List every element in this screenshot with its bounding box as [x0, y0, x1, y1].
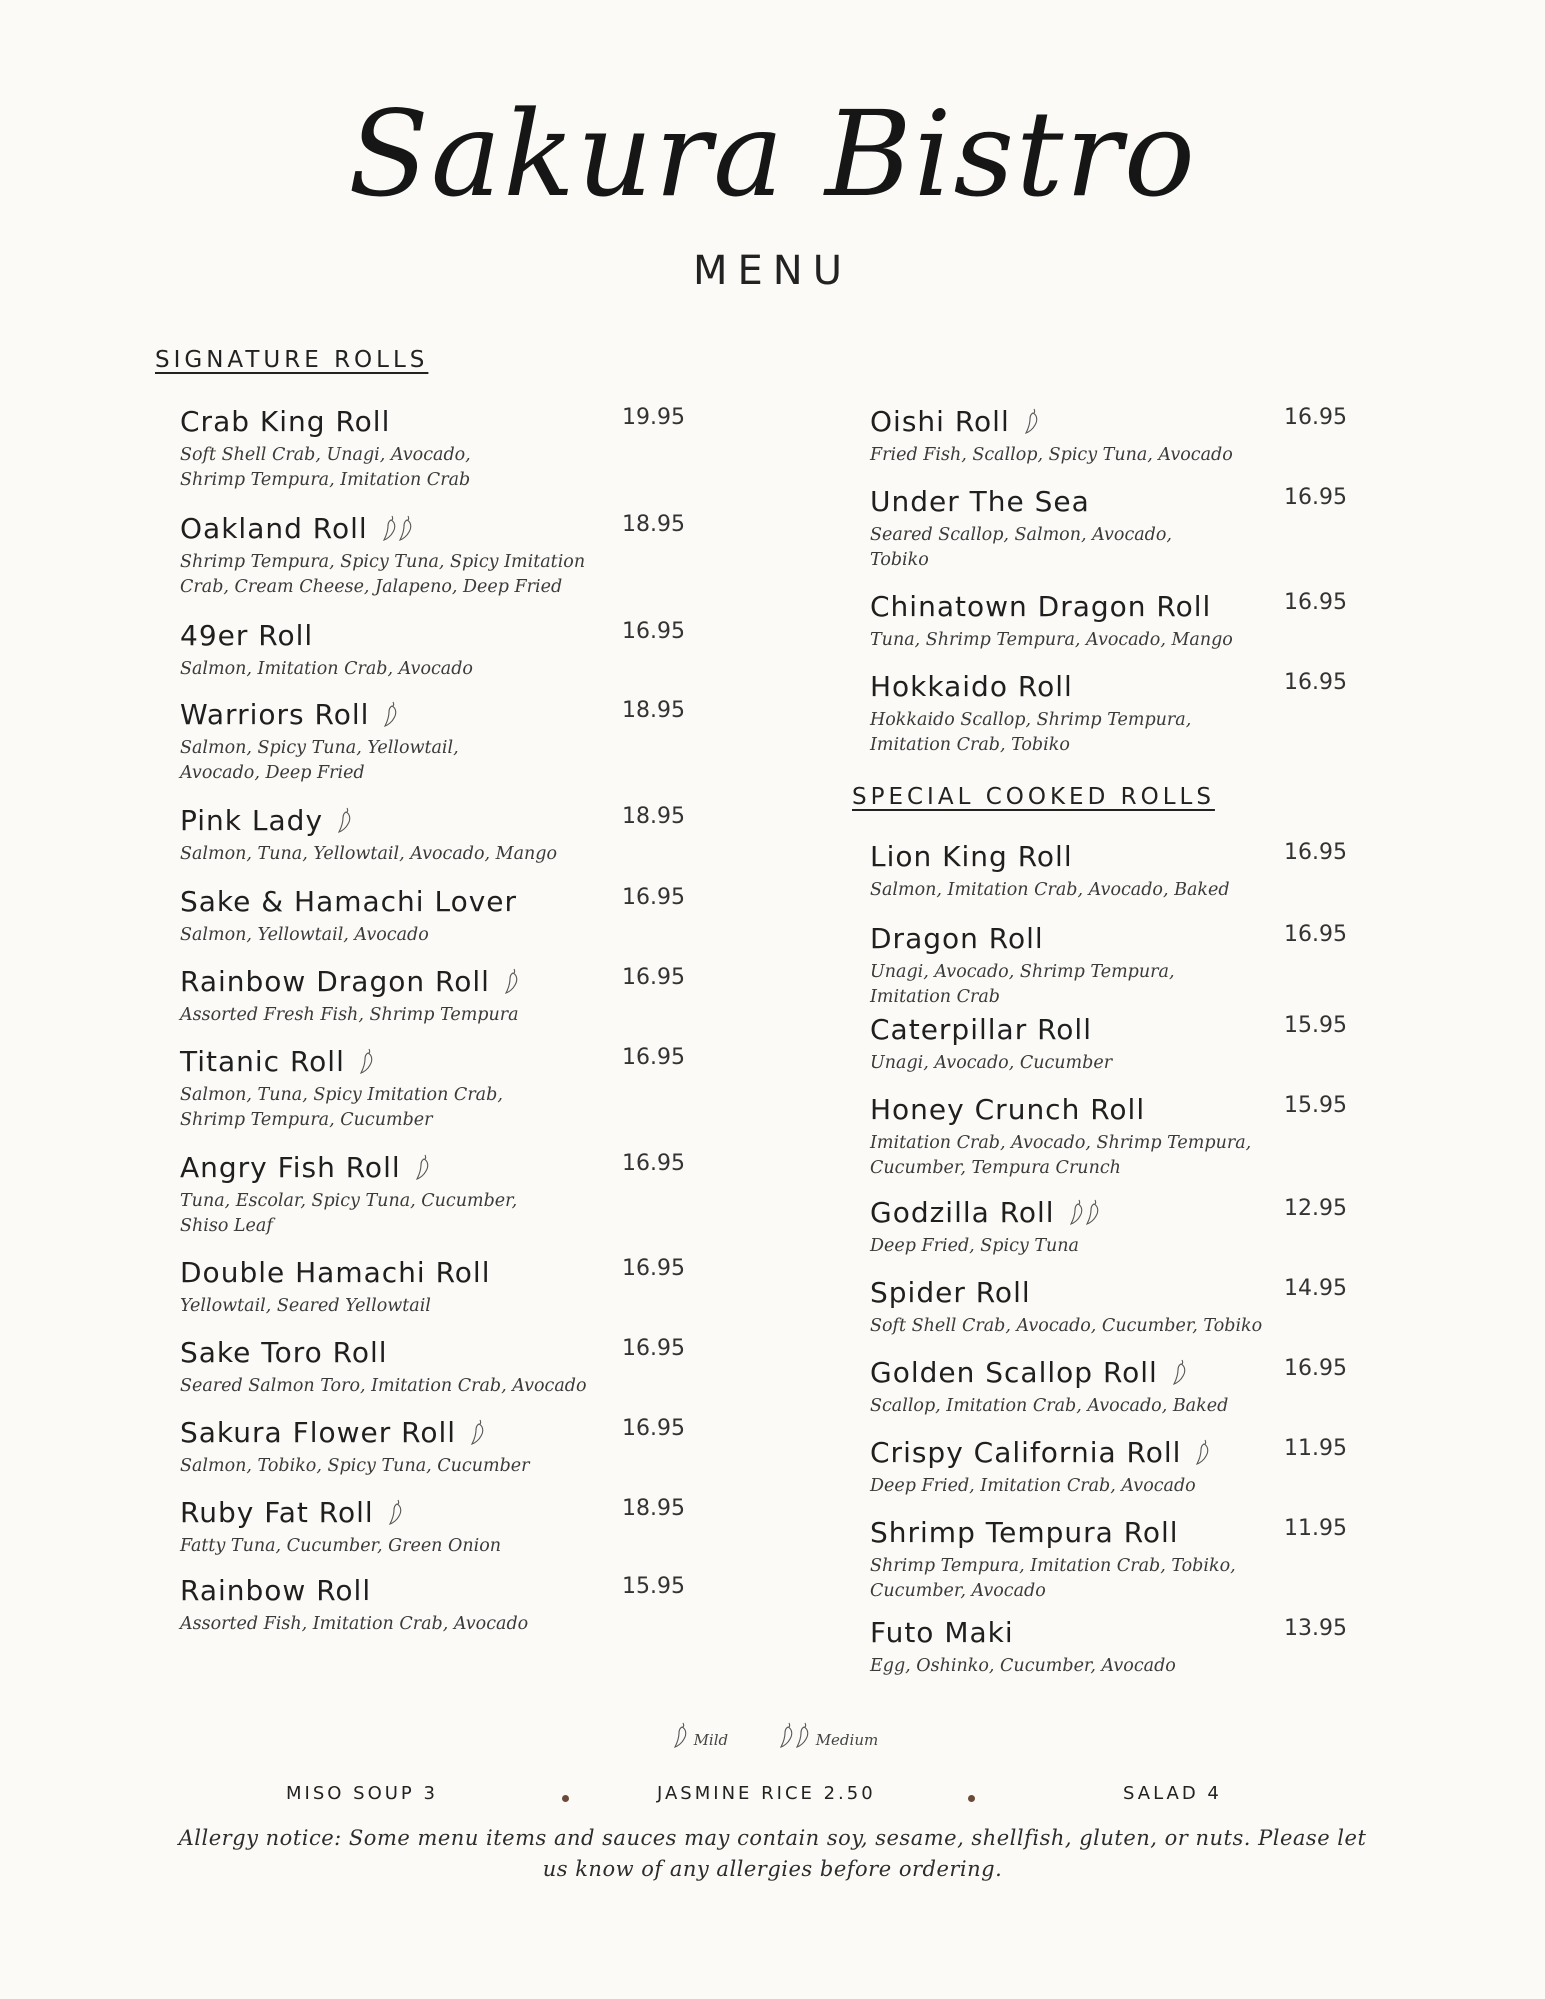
- item-description: Fatty Tuna, Cucumber, Green Onion: [180, 1536, 502, 1556]
- item-description: Tuna, Shrimp Tempura, Avocado, Mango: [870, 630, 1233, 650]
- item-description: Salmon, Imitation Crab, Avocado: [180, 659, 473, 679]
- separator-dot: [562, 1795, 569, 1802]
- spice-legend: [0, 1722, 1545, 1749]
- item-description: Salmon, Tuna, Spicy Imitation Crab, Shrimp Tempura, Cucumber: [180, 1085, 503, 1130]
- item-name: Titanic Roll: [180, 1045, 345, 1078]
- item-name: Sakura Flower Roll: [180, 1416, 457, 1449]
- item-price: 11.95: [1284, 1516, 1347, 1541]
- side-item: JASMINE RICE 2.50: [657, 1783, 876, 1804]
- item-description: Shrimp Tempura, Spicy Tuna, Spicy Imitation Crab, Cream Cheese, Jalapeno, Deep Fried: [180, 552, 586, 597]
- item-description: Tuna, Escolar, Spicy Tuna, Cucumber, Shiso Leaf: [180, 1191, 518, 1236]
- menu-item: [180, 965, 740, 1028]
- item-description: Soft Shell Crab, Avocado, Cucumber, Tobiko: [870, 1316, 1263, 1336]
- chili-pepper-icon: [1069, 1199, 1085, 1225]
- item-name: Rainbow Dragon Roll: [180, 965, 490, 998]
- item-price: 15.95: [1284, 1093, 1347, 1118]
- item-name: Angry Fish Roll: [180, 1151, 401, 1184]
- item-name: Warriors Roll: [180, 698, 370, 731]
- item-name: Godzilla Roll: [870, 1196, 1055, 1229]
- item-name: Sake Toro Roll: [180, 1336, 388, 1369]
- chili-pepper-icon: [470, 1419, 486, 1445]
- item-description: Imitation Crab, Avocado, Shrimp Tempura, Cucumber, Tempura Crunch: [870, 1133, 1252, 1178]
- item-name: Honey Crunch Roll: [870, 1093, 1146, 1126]
- item-description: Shrimp Tempura, Imitation Crab, Tobiko, Cucumber, Avocado: [870, 1556, 1236, 1601]
- item-name: Ruby Fat Roll: [180, 1496, 374, 1529]
- menu-item: [870, 1093, 1430, 1181]
- item-name: Crab King Roll: [180, 405, 391, 438]
- item-price: 16.95: [1284, 590, 1347, 615]
- item-name: Shrimp Tempura Roll: [870, 1516, 1179, 1549]
- menu-item: [180, 1256, 740, 1319]
- item-price: 15.95: [1284, 1013, 1347, 1038]
- item-price: 16.95: [622, 1416, 685, 1441]
- item-description: Soft Shell Crab, Unagi, Avocado, Shrimp Tempura, Imitation Crab: [180, 445, 471, 490]
- menu-item: [870, 1436, 1430, 1499]
- allergy-notice: Allergy notice: Some menu items and sauces may contain soy, sesame, shellfish, gluten, or nuts. Please let us know of any allergies before ordering.: [178, 1826, 1367, 1881]
- item-description: Hokkaido Scallop, Shrimp Tempura, Imitation Crab, Tobiko: [870, 710, 1192, 755]
- menu-item: [870, 1616, 1430, 1679]
- menu-item: [180, 1416, 740, 1479]
- item-name: Pink Lady: [180, 804, 324, 837]
- chili-pepper-icon: [1024, 408, 1040, 434]
- item-name: Oishi Roll: [870, 405, 1010, 438]
- item-price: 19.95: [622, 405, 685, 430]
- item-description: Scallop, Imitation Crab, Avocado, Baked: [870, 1396, 1229, 1416]
- menu-item: [870, 590, 1430, 653]
- item-price: 16.95: [1284, 1356, 1347, 1381]
- item-price: 16.95: [1284, 485, 1347, 510]
- chili-pepper-icon: [383, 701, 399, 727]
- item-name: Oakland Roll: [180, 512, 368, 545]
- item-description: Salmon, Tuna, Yellowtail, Avocado, Mango: [180, 844, 558, 864]
- menu-item: [870, 1356, 1430, 1419]
- chili-pepper-icon: [1172, 1359, 1188, 1385]
- menu-item: [870, 485, 1430, 573]
- menu-item: [870, 1013, 1430, 1076]
- item-price: 16.95: [1284, 840, 1347, 865]
- item-description: Egg, Oshinko, Cucumber, Avocado: [870, 1656, 1176, 1676]
- side-item: SALAD 4: [1123, 1783, 1222, 1804]
- menu-item: [180, 1151, 740, 1239]
- chili-pepper-icon: [1085, 1199, 1101, 1225]
- item-name: 49er Roll: [180, 619, 314, 652]
- menu-item: [180, 619, 740, 682]
- chili-pepper-icon: [388, 1499, 404, 1525]
- item-price: 14.95: [1284, 1276, 1347, 1301]
- menu-title: Sakura Bistro: [348, 85, 1197, 223]
- separator-dot: [968, 1795, 975, 1802]
- item-price: 16.95: [622, 1256, 685, 1281]
- chili-pepper-icon: [415, 1154, 431, 1180]
- legend-medium: [773, 1722, 878, 1749]
- chili-pepper-icon: [359, 1048, 375, 1074]
- item-price: 16.95: [622, 1151, 685, 1176]
- item-description: Salmon, Yellowtail, Avocado: [180, 925, 429, 945]
- item-description: Assorted Fresh Fish, Shrimp Tempura: [180, 1005, 519, 1025]
- item-description: Seared Scallop, Salmon, Avocado, Tobiko: [870, 525, 1172, 570]
- menu-item: [180, 698, 740, 786]
- item-name: Rainbow Roll: [180, 1574, 372, 1607]
- chili-pepper-icon: [504, 968, 520, 994]
- item-description: Seared Salmon Toro, Imitation Crab, Avocado: [180, 1376, 587, 1396]
- item-name: Spider Roll: [870, 1276, 1031, 1309]
- menu-item: [870, 670, 1430, 758]
- item-name: Double Hamachi Roll: [180, 1256, 491, 1289]
- item-name: Under The Sea: [870, 485, 1090, 518]
- menu-item: [180, 1496, 740, 1559]
- item-price: 16.95: [1284, 670, 1347, 695]
- menu-subtitle: MENU: [693, 248, 852, 294]
- item-name: Hokkaido Roll: [870, 670, 1073, 703]
- menu-item: [180, 804, 740, 867]
- item-name: Caterpillar Roll: [870, 1013, 1092, 1046]
- item-price: 18.95: [622, 512, 685, 537]
- legend-medium-label: Medium: [815, 1731, 879, 1749]
- chili-pepper-icon: [398, 515, 414, 541]
- item-price: 16.95: [622, 619, 685, 644]
- legend-mild: [667, 1722, 728, 1749]
- menu-item: [180, 1574, 740, 1637]
- section-title-cooked: SPECIAL COOKED ROLLS: [852, 784, 1215, 810]
- menu-item: [180, 885, 740, 948]
- item-name: Chinatown Dragon Roll: [870, 590, 1212, 623]
- chili-pepper-icon: [673, 1722, 689, 1748]
- side-item: MISO SOUP 3: [286, 1783, 438, 1804]
- legend-mild-label: Mild: [693, 1731, 729, 1749]
- menu-item: [180, 405, 740, 493]
- item-price: 16.95: [622, 885, 685, 910]
- chili-pepper-icon: [382, 515, 398, 541]
- item-description: Unagi, Avocado, Shrimp Tempura, Imitation Crab: [870, 962, 1175, 1007]
- item-name: Dragon Roll: [870, 922, 1044, 955]
- chili-pepper-icon: [337, 807, 353, 833]
- item-price: 18.95: [622, 698, 685, 723]
- item-name: Sake & Hamachi Lover: [180, 885, 518, 918]
- menu-item: [180, 1336, 740, 1399]
- item-description: Unagi, Avocado, Cucumber: [870, 1053, 1113, 1073]
- item-name: Futo Maki: [870, 1616, 1014, 1649]
- chili-pepper-icon: [795, 1722, 811, 1748]
- item-price: 16.95: [1284, 922, 1347, 947]
- item-price: 16.95: [622, 1045, 685, 1070]
- item-description: Deep Fried, Spicy Tuna: [870, 1236, 1079, 1256]
- item-description: Salmon, Tobiko, Spicy Tuna, Cucumber: [180, 1456, 530, 1476]
- item-price: 18.95: [622, 804, 685, 829]
- section-title-signature: SIGNATURE ROLLS: [155, 347, 429, 373]
- menu-item: [870, 405, 1430, 468]
- item-name: Crispy California Roll: [870, 1436, 1182, 1469]
- chili-pepper-icon: [1195, 1439, 1211, 1465]
- item-description: Yellowtail, Seared Yellowtail: [180, 1296, 431, 1316]
- item-name: Golden Scallop Roll: [870, 1356, 1158, 1389]
- item-description: Deep Fried, Imitation Crab, Avocado: [870, 1476, 1196, 1496]
- item-description: Salmon, Spicy Tuna, Yellowtail, Avocado, Deep Fried: [180, 738, 459, 783]
- menu-item: [870, 922, 1430, 1010]
- item-description: Assorted Fish, Imitation Crab, Avocado: [180, 1614, 529, 1634]
- menu-item: [870, 1276, 1430, 1339]
- item-price: 16.95: [1284, 405, 1347, 430]
- menu-item: [180, 1045, 740, 1133]
- chili-pepper-icon: [779, 1722, 795, 1748]
- menu-item: [870, 840, 1430, 903]
- item-price: 16.95: [622, 965, 685, 990]
- item-price: 15.95: [622, 1574, 685, 1599]
- item-name: Lion King Roll: [870, 840, 1073, 873]
- menu-item: [180, 512, 740, 600]
- item-price: 18.95: [622, 1496, 685, 1521]
- item-price: 12.95: [1284, 1196, 1347, 1221]
- menu-item: [870, 1516, 1430, 1604]
- item-description: Salmon, Imitation Crab, Avocado, Baked: [870, 880, 1230, 900]
- item-price: 13.95: [1284, 1616, 1347, 1641]
- item-price: 16.95: [622, 1336, 685, 1361]
- item-description: Fried Fish, Scallop, Spicy Tuna, Avocado: [870, 445, 1233, 465]
- item-price: 11.95: [1284, 1436, 1347, 1461]
- menu-item: [870, 1196, 1430, 1259]
